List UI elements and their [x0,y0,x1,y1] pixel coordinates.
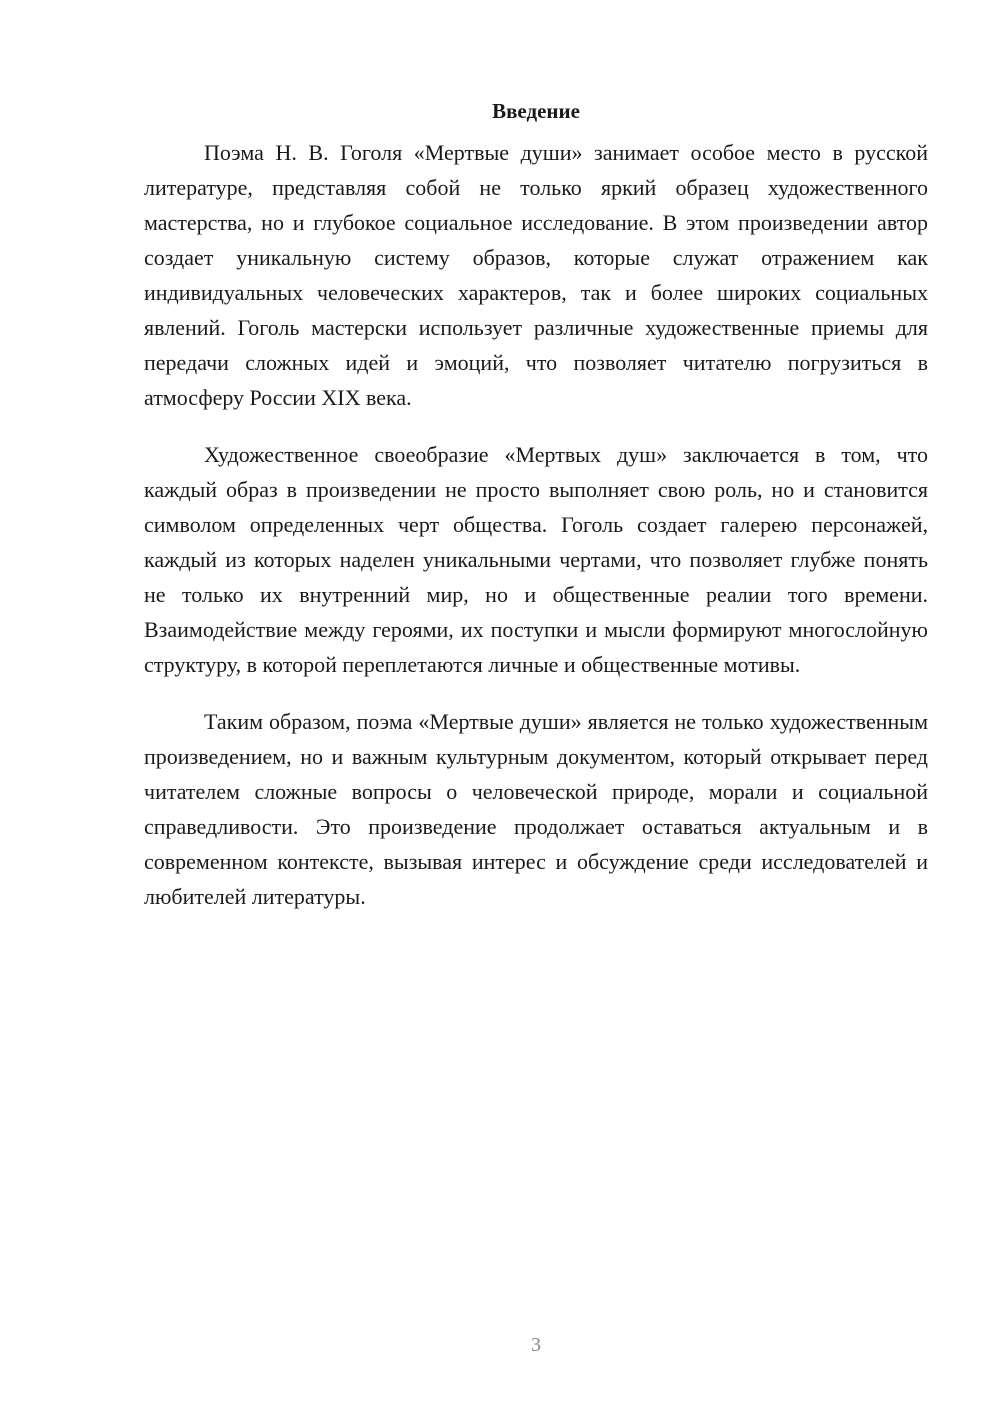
paragraph-2: Художественное своеобразие «Мертвых душ» заключается в том, что каждый образ в произведении не просто выполняет свою роль, но и становится символом определенных черт общества. Гоголь создает галерею персонажей, каждый из которых наделен уникальными чертами, что позволяет глубже понять не только их внутренний мир, но и общественные реалии того времени. Взаимодействие между героями, их поступки и мысли формируют многослойную структуру, в которой переплетаются личные и общественные мотивы. [144,442,928,677]
page-content [144,96,928,936]
paragraph-3: Таким образом, поэма «Мертвые души» является не только художественным произведением, но и важным культурным документом, который открывает перед читателем сложные вопросы о человеческой природе, морали и социальной справедливости. Это произведение продолжает оставаться актуальным и в современном контексте, вызывая интерес и обсуждение среди исследователей и любителей литературы. [144,709,928,909]
page-number: 3 [531,1334,541,1356]
paragraph-1: Поэма Н. В. Гоголя «Мертвые души» занимает особое место в русской литературе, представляя собой не только яркий образец художественного мастерства, но и глубокое социальное исследование. В этом произведении автор создает уникальную систему образов, которые служат отражением как индивидуальных человеческих характеров, так и более широких социальных явлений. Гоголь мастерски использует различные художественные приемы для передачи сложных идей и эмоций, что позволяет читателю погрузиться в атмосферу России XIX века. [144,140,928,410]
section-heading: Введение [492,99,580,123]
